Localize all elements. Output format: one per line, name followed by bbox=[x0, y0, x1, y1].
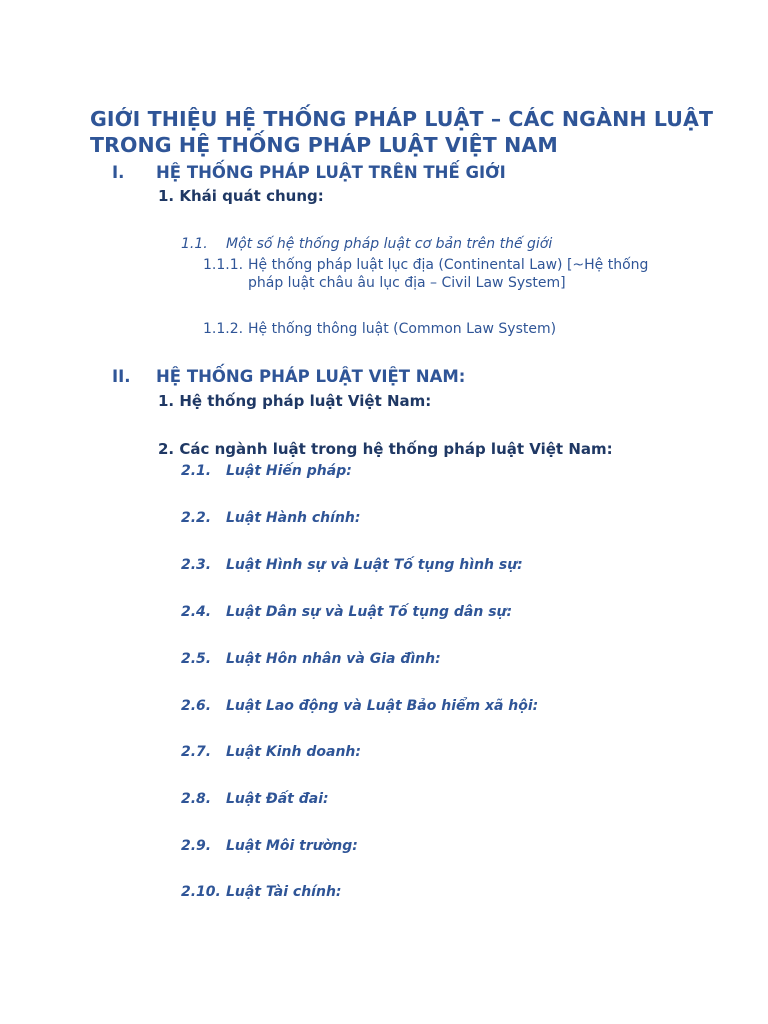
item-number: 2.10. bbox=[181, 884, 221, 900]
item-title: Luật Kinh doanh: bbox=[226, 744, 361, 760]
document-title: GIỚI THIỆU HỆ THỐNG PHÁP LUẬT – CÁC NGÀNH LUẬT TRONG HỆ THỐNG PHÁP LUẬT VIỆT NAM bbox=[90, 107, 714, 157]
item-title: Luật Dân sự và Luật Tố tụng dân sự: bbox=[226, 604, 513, 620]
item-number: 2.7. bbox=[181, 744, 212, 760]
item-title: Luật Lao động và Luật Bảo hiểm xã hội: bbox=[226, 698, 539, 714]
subsection-heading-2-1: 1. Hệ thống pháp luật Việt Nam: bbox=[158, 392, 432, 410]
item-title: Luật Hiến pháp: bbox=[226, 463, 352, 479]
section-number: I. bbox=[112, 163, 125, 182]
item-title: Luật Hình sự và Luật Tố tụng hình sự: bbox=[226, 557, 523, 573]
item-title: Luật Đất đai: bbox=[226, 791, 329, 807]
item-number: 2.3. bbox=[181, 557, 212, 573]
section-title: HỆ THỐNG PHÁP LUẬT TRÊN THẾ GIỚI bbox=[156, 163, 506, 182]
item-number: 1.1. bbox=[181, 236, 208, 252]
item-number: 2.4. bbox=[181, 604, 212, 620]
item-number: 2.5. bbox=[181, 651, 212, 667]
item-number: 2.6. bbox=[181, 698, 212, 714]
subitem-number: 1.1.1. bbox=[203, 257, 244, 273]
item-title: Luật Tài chính: bbox=[226, 884, 342, 900]
item-title: Một số hệ thống pháp luật cơ bản trên thế giới bbox=[226, 236, 553, 252]
section-number: II. bbox=[112, 367, 131, 386]
item-title: Luật Hôn nhân và Gia đình: bbox=[226, 651, 441, 667]
item-number: 2.9. bbox=[181, 838, 212, 854]
subitem-title: Hệ thống thông luật (Common Law System) bbox=[248, 321, 557, 337]
subitem-number: 1.1.2. bbox=[203, 321, 244, 337]
item-number: 2.1. bbox=[181, 463, 212, 479]
item-number: 2.2. bbox=[181, 510, 212, 526]
item-number: 2.8. bbox=[181, 791, 212, 807]
subitem-title: Hệ thống pháp luật lục địa (Continental Law) [~Hệ thống pháp luật châu âu lục địa – Civil Law System] bbox=[248, 257, 649, 291]
subsection-heading-1-1: 1. Khái quát chung: bbox=[158, 187, 324, 205]
item-title: Luật Hành chính: bbox=[226, 510, 361, 526]
subsection-heading-2-2: 2. Các ngành luật trong hệ thống pháp luật Việt Nam: bbox=[158, 440, 613, 458]
section-title: HỆ THỐNG PHÁP LUẬT VIỆT NAM: bbox=[156, 367, 466, 386]
item-title: Luật Môi trường: bbox=[226, 838, 358, 854]
